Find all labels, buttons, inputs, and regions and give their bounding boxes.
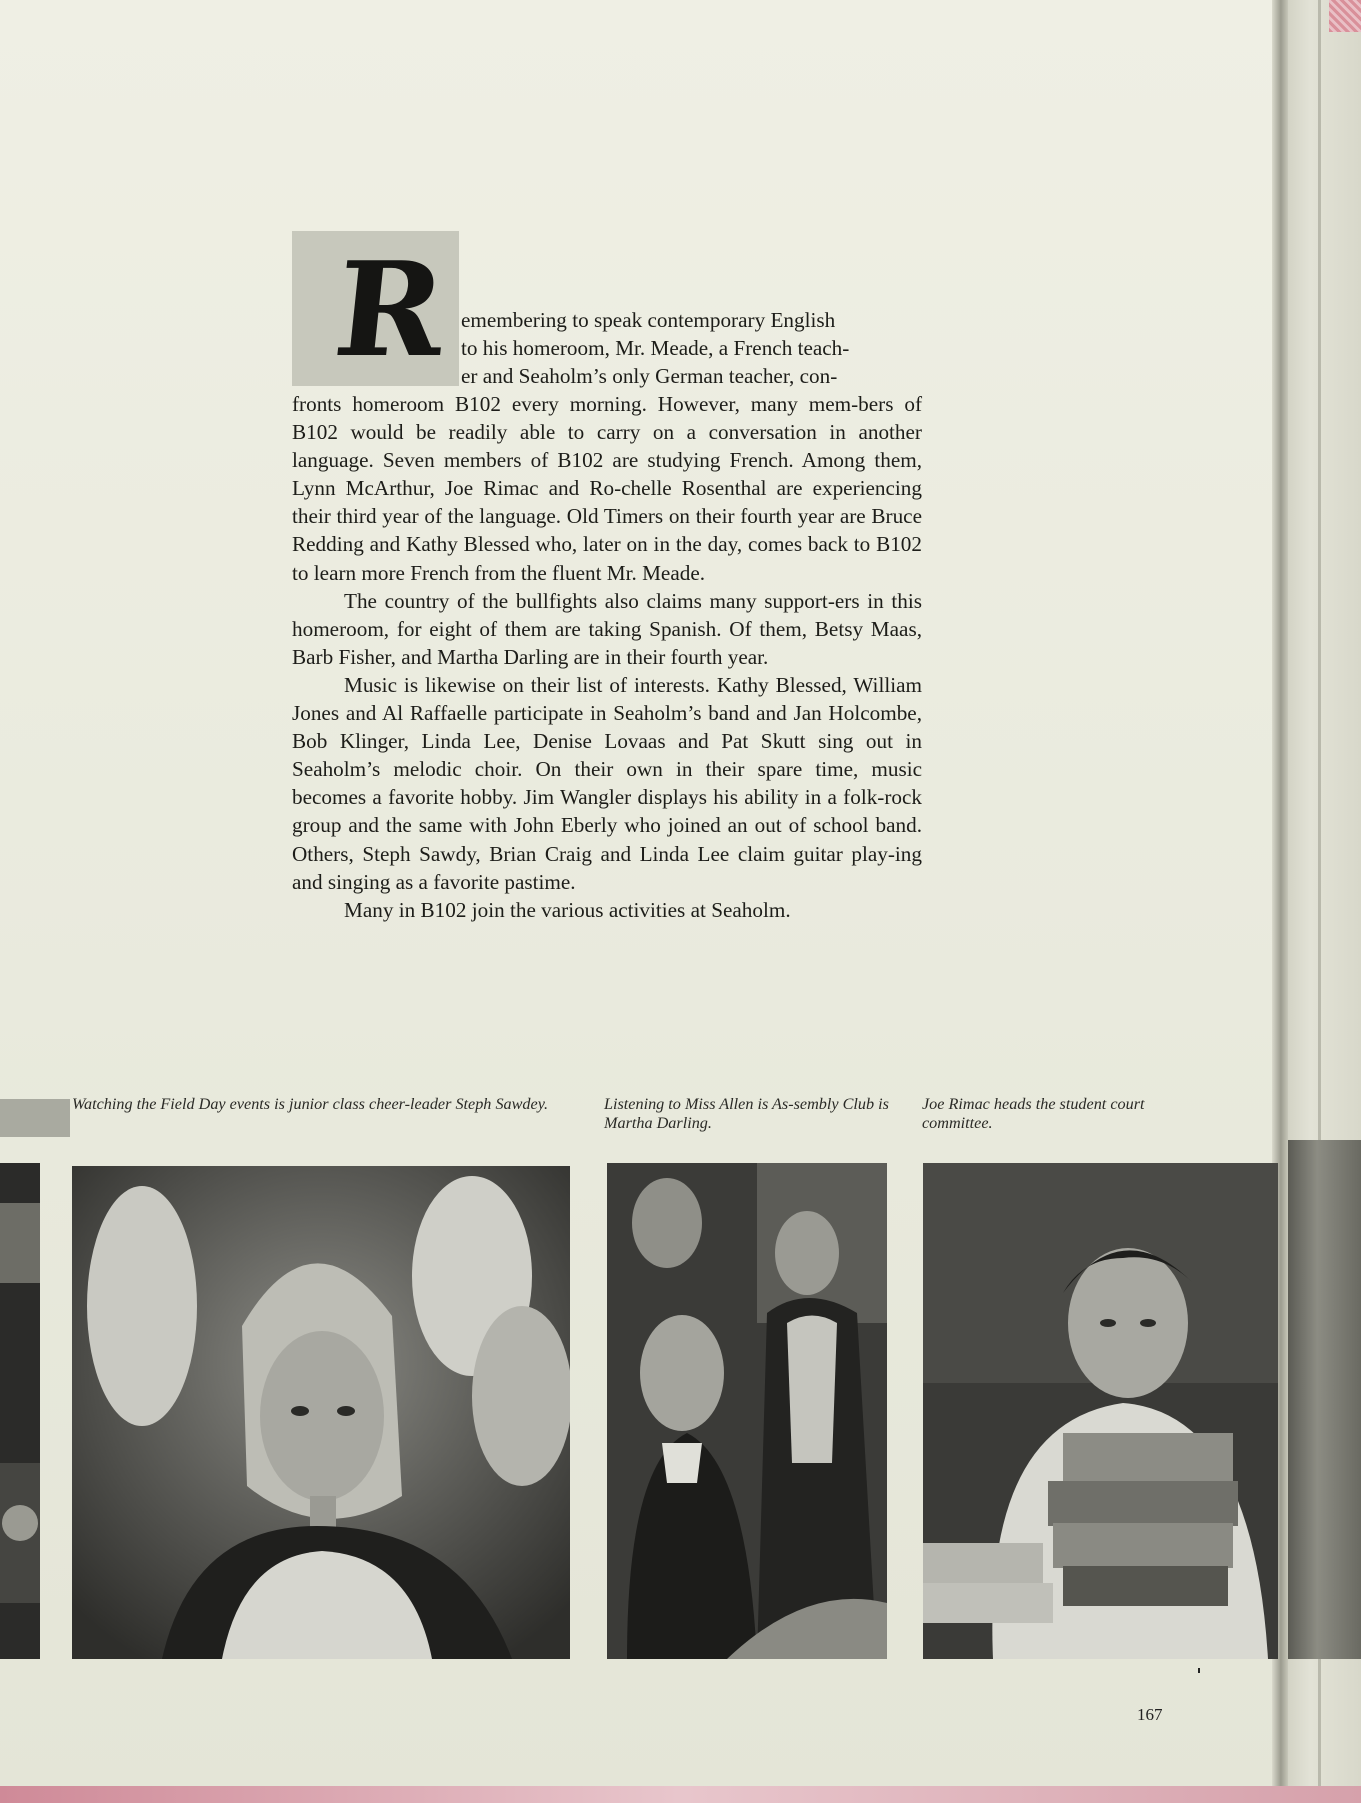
paragraph: The country of the bullfights also claims many support-ers in this homeroom, for eight of them are taking Spanish. Of them, Betsy Maas, Barb Fisher, and Martha Darling are in their fourth year. <box>292 588 922 669</box>
intro-text <box>461 306 922 390</box>
scan-corner <box>1329 0 1361 32</box>
drop-cap-box <box>292 231 459 386</box>
paragraph: Music is likewise on their list of interests. Kathy Blessed, William Jones and Al Raffaelle participate in Seaholm’s band and Jan Holcombe, Bob Klinger, Linda Lee, Denise Lovaas and Pat Skutt sing out in Seaholm’s melodic choir. On their own in their spare time, music becomes a favorite hobby. Jim Wangler displays his ability in a folk-rock group and the same with John Eberly who joined an out of school band. Others, Steph Sawdy, Brian Craig and Linda Lee claim guitar play-ing and singing as a favorite pastime. <box>292 672 922 894</box>
photo-joe-rimac <box>923 1163 1278 1659</box>
intro-line: to his homeroom, Mr. Meade, a French teach- <box>461 336 850 361</box>
drop-cap-letter: R <box>328 233 453 386</box>
next-page-photo-edge <box>1288 1140 1361 1659</box>
caption-cheerleader: Watching the Field Day events is junior class cheer-leader Steph Sawdey. <box>72 1095 549 1113</box>
intro-line: er and Seaholm’s only German teacher, con- <box>461 364 838 389</box>
scan-bottom-edge <box>0 1786 1361 1803</box>
paragraph: fronts homeroom B102 every morning. However, many mem-bers of B102 would be readily able to carry on a conversation in another language. Seven members of B102 are studying French. Among them, Lynn McArthur, Joe Rimac and Ro-chelle Rosenthal are experiencing their third year of the language. Old Timers on their fourth year are Bruce Redding and Kathy Blessed who, later on in the day, comes back to B102 to learn more French from the fluent Mr. Meade. <box>292 392 922 585</box>
paragraph: Many in B102 join the various activities at Seaholm. <box>344 897 791 922</box>
stray-mark <box>1198 1668 1200 1673</box>
photo-assembly-club <box>607 1163 887 1659</box>
photo-cropped-left <box>0 1163 40 1659</box>
caption-tab <box>0 1099 70 1137</box>
caption-assembly: Listening to Miss Allen is As-sembly Club is Martha Darling. <box>604 1095 889 1132</box>
caption-court: Joe Rimac heads the student court committee. <box>922 1095 1145 1132</box>
photo-cheerleader <box>72 1166 570 1659</box>
article-body <box>292 390 922 924</box>
page-number: 167 <box>1137 1705 1163 1724</box>
intro-line: emembering to speak contemporary English <box>461 308 836 332</box>
